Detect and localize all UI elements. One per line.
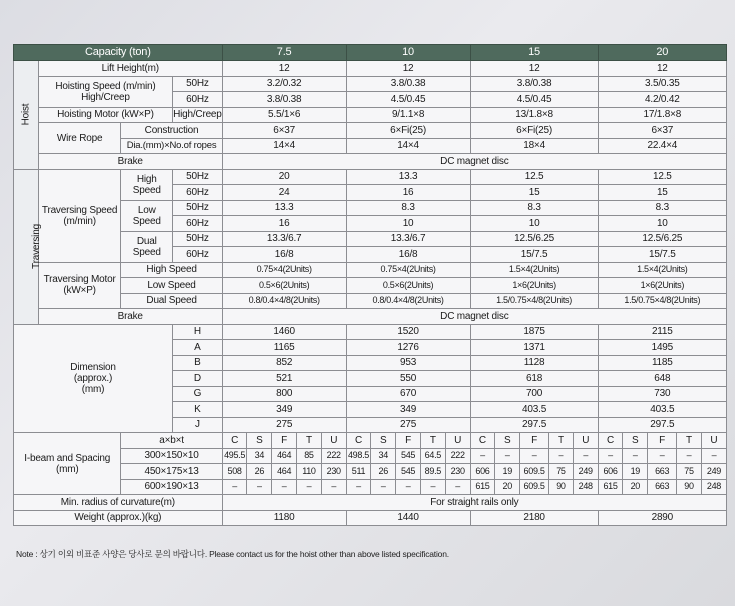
value-cell: 349 xyxy=(222,402,346,418)
value-cell: 12 xyxy=(598,61,726,77)
ibeam-size: 450×175×13 xyxy=(121,464,222,480)
dimension-key: K xyxy=(173,402,223,418)
capacity-header-row xyxy=(14,45,727,61)
value-cell: 6×37 xyxy=(222,123,346,139)
ibeam-value-cell: – xyxy=(247,479,272,495)
ibeam-value-cell: 230 xyxy=(445,464,470,480)
dimension-key: G xyxy=(173,386,223,402)
value-cell: 2180 xyxy=(470,510,598,526)
value-cell: 13.3/6.7 xyxy=(346,231,470,247)
ibeam-subhead-cell: T xyxy=(420,433,445,449)
value-cell: 3.8/0.38 xyxy=(470,76,598,92)
ibeam-row xyxy=(14,448,727,464)
dimension-key: J xyxy=(173,417,223,433)
ibeam-value-cell: – xyxy=(222,479,247,495)
ibeam-value-cell: 545 xyxy=(396,464,421,480)
hoisting-motor-sub: High/Creep xyxy=(173,107,223,123)
value-cell: 1185 xyxy=(598,355,726,371)
value-cell: 18×4 xyxy=(470,138,598,154)
value-cell: 15/7.5 xyxy=(470,247,598,263)
ibeam-subhead-cell: U xyxy=(573,433,598,449)
value-cell: 12.5 xyxy=(598,169,726,185)
ibeam-value-cell: 248 xyxy=(701,479,726,495)
value-cell: 3.8/0.38 xyxy=(222,92,346,108)
ibeam-value-cell: – xyxy=(297,479,322,495)
value-cell: 0.75×4(2Units) xyxy=(222,262,346,278)
dimension-key: D xyxy=(173,371,223,387)
trav-high-50-row xyxy=(14,169,727,185)
traversing-brake-value: DC magnet disc xyxy=(222,309,726,325)
trav-motor-dual-row xyxy=(14,293,727,309)
speed-type-label: Low Speed xyxy=(121,200,173,231)
ibeam-value-cell: – xyxy=(677,448,702,464)
value-cell: 8.3 xyxy=(470,200,598,216)
ibeam-value-cell: – xyxy=(573,448,598,464)
value-cell: 17/1.8×8 xyxy=(598,107,726,123)
ibeam-value-cell: – xyxy=(371,479,396,495)
value-cell: 4.5/0.45 xyxy=(470,92,598,108)
value-cell: 14×4 xyxy=(222,138,346,154)
value-cell: 550 xyxy=(346,371,470,387)
ibeam-value-cell: 19 xyxy=(495,464,520,480)
min-radius-row xyxy=(14,495,727,511)
value-cell: 15/7.5 xyxy=(598,247,726,263)
hoist-brake-value: DC magnet disc xyxy=(222,154,726,170)
ibeam-value-cell: 511 xyxy=(346,464,371,480)
value-cell: 0.5×6(2Units) xyxy=(222,278,346,294)
ibeam-value-cell: – xyxy=(648,448,677,464)
ibeam-value-cell: – xyxy=(598,448,623,464)
ibeam-value-cell: 34 xyxy=(247,448,272,464)
ibeam-value-cell: 615 xyxy=(470,479,495,495)
value-cell: 670 xyxy=(346,386,470,402)
wire-rope-dia-row xyxy=(14,138,727,154)
value-cell: 0.8/0.4×4/8(2Units) xyxy=(346,293,470,309)
value-cell: 403.5 xyxy=(598,402,726,418)
ibeam-subheader-row xyxy=(14,433,727,449)
weight-row xyxy=(14,510,727,526)
ibeam-value-cell: 222 xyxy=(321,448,346,464)
hz-label: 60Hz xyxy=(173,247,223,263)
ibeam-value-cell: 26 xyxy=(247,464,272,480)
value-cell: 6×37 xyxy=(598,123,726,139)
ibeam-value-cell: – xyxy=(520,448,549,464)
value-cell: 13.3 xyxy=(346,169,470,185)
value-cell: 13.3 xyxy=(222,200,346,216)
speed-type-label: High Speed xyxy=(121,169,173,200)
ibeam-value-cell: 606 xyxy=(598,464,623,480)
ibeam-value-cell: – xyxy=(445,479,470,495)
value-cell: 1276 xyxy=(346,340,470,356)
ibeam-size: 600×190×13 xyxy=(121,479,222,495)
value-cell: 8.3 xyxy=(598,200,726,216)
lift-height-row xyxy=(14,61,727,77)
value-cell: 15 xyxy=(470,185,598,201)
ibeam-subhead-cell: U xyxy=(445,433,470,449)
spec-sheet xyxy=(13,44,727,526)
value-cell: 1371 xyxy=(470,340,598,356)
value-cell: 618 xyxy=(470,371,598,387)
ibeam-value-cell: 20 xyxy=(495,479,520,495)
hz-label: 60Hz xyxy=(173,216,223,232)
traversing-group-label: Traversing xyxy=(14,169,39,324)
trav-dual-50-row xyxy=(14,231,727,247)
value-cell: 20 xyxy=(222,169,346,185)
ibeam-subhead-cell: F xyxy=(396,433,421,449)
hoist-group-label: Hoist xyxy=(14,61,39,170)
wire-rope-construction-row xyxy=(14,123,727,139)
ibeam-subhead-cell: T xyxy=(549,433,574,449)
motor-speed-label: Low Speed xyxy=(121,278,222,294)
ibeam-value-cell: 464 xyxy=(272,448,297,464)
ibeam-value-cell: – xyxy=(396,479,421,495)
ibeam-value-cell: 89.5 xyxy=(420,464,445,480)
value-cell: 8.3 xyxy=(346,200,470,216)
footnote: Note : 상기 이외 비표준 사양은 당사로 문의 바랍니다. Please contact us for the hoist other than above listed specification. xyxy=(16,549,449,559)
value-cell: 1.5/0.75×4/8(2Units) xyxy=(470,293,598,309)
value-cell: 12 xyxy=(470,61,598,77)
ibeam-value-cell: – xyxy=(346,479,371,495)
ibeam-value-cell: 249 xyxy=(701,464,726,480)
value-cell: 1180 xyxy=(222,510,346,526)
traversing-brake-label: Brake xyxy=(38,309,222,325)
value-cell: 6×Fi(25) xyxy=(470,123,598,139)
ibeam-value-cell: 464 xyxy=(272,464,297,480)
ibeam-subhead-cell: F xyxy=(272,433,297,449)
value-cell: 13/1.8×8 xyxy=(470,107,598,123)
hz-label: 60Hz xyxy=(173,185,223,201)
speed-type-label: Dual Speed xyxy=(121,231,173,262)
ibeam-value-cell: 663 xyxy=(648,479,677,495)
ibeam-value-cell: 90 xyxy=(677,479,702,495)
ibeam-value-cell: 34 xyxy=(371,448,396,464)
hz-label: 50Hz xyxy=(173,169,223,185)
ibeam-row xyxy=(14,479,727,495)
value-cell: 297.5 xyxy=(598,417,726,433)
ibeam-axbxt-label: a×b×t xyxy=(121,433,222,449)
traversing-motor-label: Traversing Motor (kW×P) xyxy=(38,262,121,309)
value-cell: 12 xyxy=(222,61,346,77)
ibeam-value-cell: 249 xyxy=(573,464,598,480)
value-cell: 0.8/0.4×4/8(2Units) xyxy=(222,293,346,309)
ibeam-value-cell: 85 xyxy=(297,448,322,464)
traversing-speed-label: Traversing Speed (m/min) xyxy=(38,169,121,262)
trav-motor-low-row xyxy=(14,278,727,294)
value-cell: 10 xyxy=(470,216,598,232)
trav-low-50-row xyxy=(14,200,727,216)
value-cell: 953 xyxy=(346,355,470,371)
value-cell: 1128 xyxy=(470,355,598,371)
value-cell: 16 xyxy=(346,185,470,201)
value-cell: 1520 xyxy=(346,324,470,340)
ibeam-value-cell: – xyxy=(420,479,445,495)
value-cell: 275 xyxy=(346,417,470,433)
ibeam-value-cell: 20 xyxy=(623,479,648,495)
ibeam-label: I-beam and Spacing (mm) xyxy=(14,433,121,495)
value-cell: 15 xyxy=(598,185,726,201)
dimension-h-row xyxy=(14,324,727,340)
value-cell: 24 xyxy=(222,185,346,201)
value-cell: 1.5×4(2Units) xyxy=(598,262,726,278)
ibeam-value-cell: – xyxy=(549,448,574,464)
value-cell: 1165 xyxy=(222,340,346,356)
ibeam-subhead-cell: F xyxy=(520,433,549,449)
dimension-label: Dimension (approx.) (mm) xyxy=(14,324,173,433)
trav-motor-high-row xyxy=(14,262,727,278)
value-cell: 16 xyxy=(222,216,346,232)
value-cell: 13.3/6.7 xyxy=(222,231,346,247)
value-cell: 16/8 xyxy=(346,247,470,263)
value-cell: 700 xyxy=(470,386,598,402)
motor-speed-label: High Speed xyxy=(121,262,222,278)
ibeam-value-cell: – xyxy=(321,479,346,495)
value-cell: 349 xyxy=(346,402,470,418)
ibeam-value-cell: 609.5 xyxy=(520,464,549,480)
ibeam-value-cell: 75 xyxy=(549,464,574,480)
value-cell: 1.5×4(2Units) xyxy=(470,262,598,278)
value-cell: 3.2/0.32 xyxy=(222,76,346,92)
ibeam-value-cell: 615 xyxy=(598,479,623,495)
lift-height-label: Lift Height(m) xyxy=(38,61,222,77)
capacity-7-5: 7.5 xyxy=(222,45,346,61)
ibeam-value-cell: 609.5 xyxy=(520,479,549,495)
ibeam-subhead-cell: U xyxy=(321,433,346,449)
hz-label: 50Hz xyxy=(173,231,223,247)
value-cell: 10 xyxy=(346,216,470,232)
value-cell: 2115 xyxy=(598,324,726,340)
value-cell: 6×Fi(25) xyxy=(346,123,470,139)
ibeam-subhead-cell: S xyxy=(247,433,272,449)
value-cell: 730 xyxy=(598,386,726,402)
ibeam-value-cell: 663 xyxy=(648,464,677,480)
value-cell: 800 xyxy=(222,386,346,402)
ibeam-value-cell: 545 xyxy=(396,448,421,464)
ibeam-subhead-cell: S xyxy=(495,433,520,449)
hz-label: 50Hz xyxy=(173,200,223,216)
value-cell: 1495 xyxy=(598,340,726,356)
wire-rope-label: Wire Rope xyxy=(38,123,121,154)
value-cell: 1×6(2Units) xyxy=(470,278,598,294)
value-cell: 4.5/0.45 xyxy=(346,92,470,108)
dia-label: Dia.(mm)×No.of ropes xyxy=(121,138,222,154)
value-cell: 12.5 xyxy=(470,169,598,185)
construction-label: Construction xyxy=(121,123,222,139)
min-radius-label: Min. radius of curvature(m) xyxy=(14,495,223,511)
hoisting-speed-label: Hoisting Speed (m/min) High/Creep xyxy=(38,76,172,107)
ibeam-value-cell: 64.5 xyxy=(420,448,445,464)
value-cell: 648 xyxy=(598,371,726,387)
ibeam-subhead-cell: T xyxy=(677,433,702,449)
ibeam-value-cell: 19 xyxy=(623,464,648,480)
ibeam-subhead-cell: U xyxy=(701,433,726,449)
value-cell: 1.5/0.75×4/8(2Units) xyxy=(598,293,726,309)
ibeam-row xyxy=(14,464,727,480)
weight-label: Weight (approx.)(kg) xyxy=(14,510,223,526)
ibeam-value-cell: – xyxy=(495,448,520,464)
hoisting-speed-50hz-row xyxy=(14,76,727,92)
ibeam-value-cell: – xyxy=(470,448,495,464)
value-cell: 12.5/6.25 xyxy=(598,231,726,247)
ibeam-subhead-cell: C xyxy=(598,433,623,449)
traversing-brake-row xyxy=(14,309,727,325)
hoisting-motor-row xyxy=(14,107,727,123)
value-cell: 1460 xyxy=(222,324,346,340)
value-cell: 4.2/0.42 xyxy=(598,92,726,108)
min-radius-value: For straight rails only xyxy=(222,495,726,511)
value-cell: 2890 xyxy=(598,510,726,526)
ibeam-value-cell: 508 xyxy=(222,464,247,480)
value-cell: 0.75×4(2Units) xyxy=(346,262,470,278)
ibeam-subhead-cell: C xyxy=(346,433,371,449)
ibeam-value-cell: – xyxy=(701,448,726,464)
value-cell: 275 xyxy=(222,417,346,433)
ibeam-subhead-cell: C xyxy=(222,433,247,449)
ibeam-subhead-cell: F xyxy=(648,433,677,449)
ibeam-subhead-cell: S xyxy=(623,433,648,449)
ibeam-value-cell: 26 xyxy=(371,464,396,480)
hoist-brake-row xyxy=(14,154,727,170)
hoist-brake-label: Brake xyxy=(38,154,222,170)
value-cell: 10 xyxy=(598,216,726,232)
value-cell: 14×4 xyxy=(346,138,470,154)
ibeam-value-cell: 222 xyxy=(445,448,470,464)
value-cell: 1×6(2Units) xyxy=(598,278,726,294)
spec-table xyxy=(13,44,727,526)
value-cell: 22.4×4 xyxy=(598,138,726,154)
ibeam-value-cell: 248 xyxy=(573,479,598,495)
value-cell: 297.5 xyxy=(470,417,598,433)
ibeam-value-cell: 606 xyxy=(470,464,495,480)
value-cell: 521 xyxy=(222,371,346,387)
ibeam-value-cell: 495.5 xyxy=(222,448,247,464)
ibeam-subhead-cell: T xyxy=(297,433,322,449)
ibeam-value-cell: 75 xyxy=(677,464,702,480)
ibeam-size: 300×150×10 xyxy=(121,448,222,464)
hz-label: 50Hz xyxy=(173,76,223,92)
dimension-key: H xyxy=(173,324,223,340)
ibeam-value-cell: 230 xyxy=(321,464,346,480)
value-cell: 16/8 xyxy=(222,247,346,263)
value-cell: 3.5/0.35 xyxy=(598,76,726,92)
capacity-15: 15 xyxy=(470,45,598,61)
motor-speed-label: Dual Speed xyxy=(121,293,222,309)
capacity-20: 20 xyxy=(598,45,726,61)
hoisting-motor-label: Hoisting Motor (kW×P) xyxy=(38,107,172,123)
ibeam-subhead-cell: S xyxy=(371,433,396,449)
value-cell: 5.5/1×6 xyxy=(222,107,346,123)
ibeam-value-cell: 498.5 xyxy=(346,448,371,464)
value-cell: 1875 xyxy=(470,324,598,340)
dimension-key: B xyxy=(173,355,223,371)
ibeam-value-cell: 90 xyxy=(549,479,574,495)
ibeam-value-cell: 110 xyxy=(297,464,322,480)
value-cell: 12.5/6.25 xyxy=(470,231,598,247)
value-cell: 0.5×6(2Units) xyxy=(346,278,470,294)
ibeam-subhead-cell: C xyxy=(470,433,495,449)
value-cell: 9/1.1×8 xyxy=(346,107,470,123)
dimension-key: A xyxy=(173,340,223,356)
value-cell: 3.8/0.38 xyxy=(346,76,470,92)
capacity-label: Capacity (ton) xyxy=(14,45,223,61)
value-cell: 1440 xyxy=(346,510,470,526)
capacity-10: 10 xyxy=(346,45,470,61)
hz-label: 60Hz xyxy=(173,92,223,108)
value-cell: 852 xyxy=(222,355,346,371)
value-cell: 403.5 xyxy=(470,402,598,418)
ibeam-value-cell: – xyxy=(272,479,297,495)
value-cell: 12 xyxy=(346,61,470,77)
ibeam-value-cell: – xyxy=(623,448,648,464)
